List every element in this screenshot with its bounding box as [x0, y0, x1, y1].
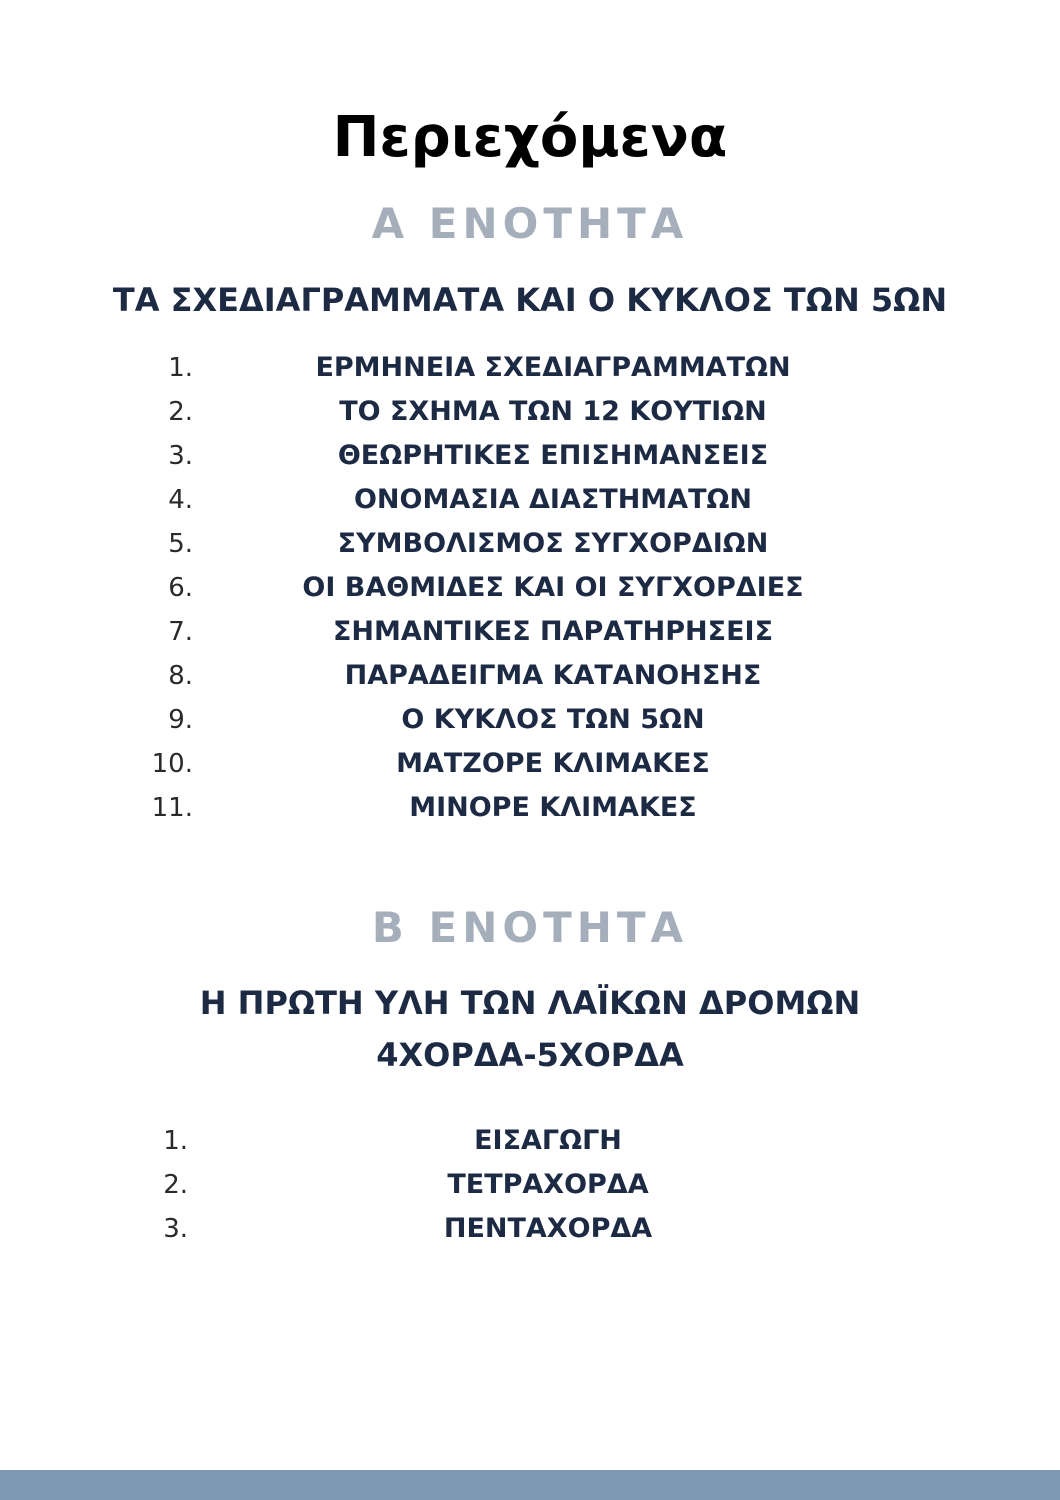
section-a-title: ΤΑ ΣΧΕΔΙΑΓΡΑΜΜΑΤΑ ΚΑΙ Ο ΚΥΚΛΟΣ ΤΩΝ 5ΩΝ — [112, 281, 948, 319]
toc-item-number: 5. — [168, 529, 193, 559]
toc-item-number: 7. — [168, 617, 193, 647]
toc-item-title: ΣΥΜΒΟΛΙΣΜΟΣ ΣΥΓΧΟΡΔΙΩΝ — [337, 528, 769, 559]
toc-item-title: ΟΙ ΒΑΘΜΙΔΕΣ ΚΑΙ ΟΙ ΣΥΓΧΟΡΔΙΕΣ — [302, 572, 804, 603]
toc-item-number: 1. — [168, 353, 193, 383]
toc-item-title: ΘΕΩΡΗΤΙΚΕΣ ΕΠΙΣΗΜΑΝΣΕΙΣ — [337, 440, 769, 471]
toc-item[interactable] — [0, 1119, 1060, 1163]
toc-item-number: 2. — [168, 397, 193, 427]
toc-item[interactable] — [0, 1163, 1060, 1207]
section-b-toc — [0, 1119, 1060, 1251]
toc-item[interactable] — [0, 654, 1060, 698]
toc-item-title: ΠΕΝΤΑΧΟΡΔΑ — [443, 1213, 653, 1244]
toc-item-number: 4. — [168, 485, 193, 515]
toc-item-title: ΟΝΟΜΑΣΙΑ ΔΙΑΣΤΗΜΑΤΩΝ — [353, 484, 753, 515]
toc-item-number: 1. — [163, 1126, 188, 1156]
toc-item-number: 10. — [151, 749, 193, 779]
toc-item[interactable] — [0, 478, 1060, 522]
toc-item-title: ΜΙΝΟΡΕ ΚΛΙΜΑΚΕΣ — [409, 792, 697, 823]
toc-item-title: ΤΕΤΡΑΧΟΡΔΑ — [447, 1169, 649, 1200]
toc-item-number: 6. — [168, 573, 193, 603]
toc-item[interactable] — [0, 786, 1060, 830]
toc-item[interactable] — [0, 434, 1060, 478]
toc-item-title: ΤΟ ΣΧΗΜΑ ΤΩΝ 12 ΚΟΥΤΙΩΝ — [339, 396, 767, 427]
toc-item[interactable] — [0, 522, 1060, 566]
section-b-title-line1: Η ΠΡΩΤΗ ΥΛΗ ΤΩΝ ΛΑΪΚΩΝ ΔΡΟΜΩΝ — [199, 984, 861, 1022]
toc-item-number: 9. — [168, 705, 193, 735]
toc-item-number: 3. — [168, 441, 193, 471]
section-b-label: Β ΕΝΟΤΗΤΑ — [371, 903, 689, 952]
toc-item-number: 2. — [163, 1170, 188, 1200]
section-a-label: Α ΕΝΟΤΗΤΑ — [371, 199, 689, 248]
toc-item[interactable] — [0, 566, 1060, 610]
toc-item-title: ΕΙΣΑΓΩΓΗ — [474, 1125, 622, 1156]
toc-item[interactable] — [0, 698, 1060, 742]
section-b-title-line2: 4ΧΟΡΔΑ-5ΧΟΡΔΑ — [376, 1036, 684, 1074]
toc-item[interactable] — [0, 1207, 1060, 1251]
toc-item-number: 11. — [151, 793, 193, 823]
toc-item[interactable] — [0, 346, 1060, 390]
toc-item-number: 8. — [168, 661, 193, 691]
toc-item-title: ΕΡΜΗΝΕΙΑ ΣΧΕΔΙΑΓΡΑΜΜΑΤΩΝ — [315, 352, 791, 383]
page-title: Περιεχόμενα — [332, 105, 728, 170]
footer-bar — [0, 1470, 1060, 1500]
toc-item[interactable] — [0, 742, 1060, 786]
toc-item-title: ΣΗΜΑΝΤΙΚΕΣ ΠΑΡΑΤΗΡΗΣΕΙΣ — [332, 616, 774, 647]
toc-item[interactable] — [0, 390, 1060, 434]
section-a-toc — [0, 346, 1060, 830]
toc-item-title: Ο ΚΥΚΛΟΣ ΤΩΝ 5ΩΝ — [401, 704, 705, 735]
toc-item-number: 3. — [163, 1214, 188, 1244]
toc-item-title: ΜΑΤΖΟΡΕ ΚΛΙΜΑΚΕΣ — [396, 748, 710, 779]
toc-item-title: ΠΑΡΑΔΕΙΓΜΑ ΚΑΤΑΝΟΗΣΗΣ — [344, 660, 762, 691]
toc-item[interactable] — [0, 610, 1060, 654]
